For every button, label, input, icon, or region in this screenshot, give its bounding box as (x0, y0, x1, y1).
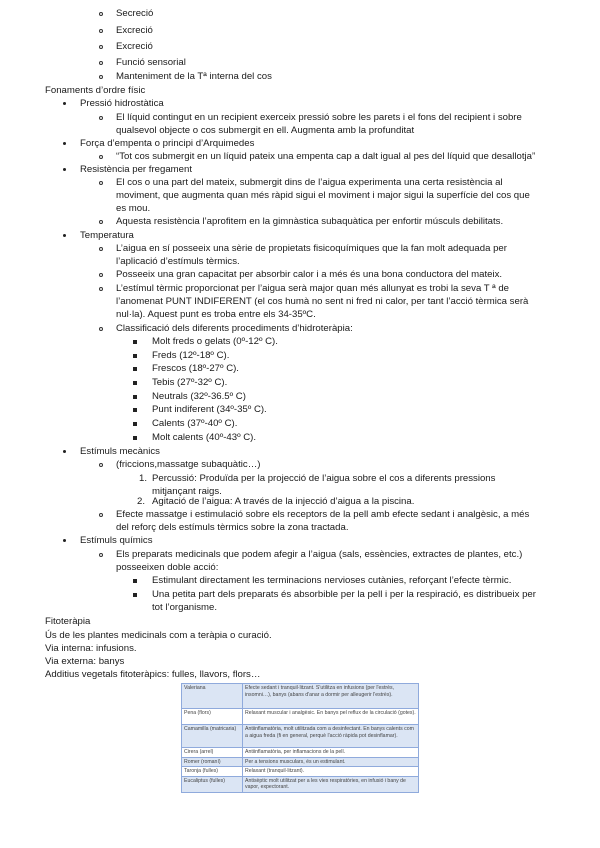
table-cell: Taronja (fulles) (182, 767, 243, 777)
bullet-icon (63, 539, 66, 542)
bullet-icon (63, 102, 66, 105)
hollow-bullet-icon (99, 247, 103, 251)
text-line: nul·la). Aquest punt es troba entre els 34-35ºC. (116, 309, 316, 320)
table-cell: Relaxant muscular i analgèsic. En banys pel reflux de la circulació (gotes). (243, 709, 419, 725)
text-line: Agitació de l’aigua: A través de la injecció d’aigua a la piscina. (152, 496, 415, 507)
text-line: Additius vegetals fitoteràpics: fulles, llavors, flors… (45, 669, 261, 680)
list-item: Molt calents (40º-43º C). (152, 432, 257, 443)
topic-title: Temperatura (80, 230, 134, 241)
text-line: posseeixen doble acció: (116, 562, 219, 573)
list-number: 1. (139, 473, 148, 484)
text-line: Classificació dels diferents procediments d’hidroteràpia: (116, 323, 353, 334)
text-line: mitjançant raigs. (152, 486, 222, 497)
bullet-icon (63, 450, 66, 453)
table-cell: Antiinflamatòria, per inflamacions de la pell. (243, 748, 419, 758)
square-bullet-icon (133, 579, 137, 583)
bullet-icon (63, 234, 66, 237)
list-item: Calents (37º-40º C). (152, 418, 238, 429)
text-line: L’aigua en sí posseeix una sèrie de propietats fisicoquímiques que la fan molt adequada per (116, 243, 507, 254)
text-line: Via interna: infusions. (45, 643, 137, 654)
hollow-bullet-icon (99, 116, 103, 120)
text-line: El cos o una part del mateix, submergit dins de l’aigua experimenta una certa resistència al (116, 177, 503, 188)
hollow-bullet-icon (99, 181, 103, 185)
list-item: Neutrals (32º-36.5º C) (152, 391, 246, 402)
list-item: Manteniment de la Tª interna del cos (116, 71, 272, 82)
hollow-bullet-icon (99, 29, 103, 33)
hollow-bullet-icon (99, 273, 103, 277)
hollow-bullet-icon (99, 287, 103, 291)
list-item: Excreció (116, 41, 153, 52)
text-line: (friccions,massatge subaquàtic…) (116, 459, 261, 470)
bullet-icon (63, 142, 66, 145)
text-line: del reforç dels estímuls tèrmics sobre la zona tractada. (116, 522, 349, 533)
table-cell: Valeriana (182, 684, 243, 709)
text-line: Via externa: banys (45, 656, 125, 667)
text-line: Estimulant directament les terminacions nervioses cutànies, reforçant l’efecte tèrmic. (152, 575, 512, 586)
table-cell: Antiinflamatòria, molt utilitzada com a desinfectant. En banys calents com a aigua freda (fi en general, perquè l'acció ràpida pot desinflamar). (243, 725, 419, 748)
hollow-bullet-icon (99, 12, 103, 16)
list-item: Funció sensorial (116, 57, 186, 68)
text-line: Posseeix una gran capacitat per absorbir calor i a més és una bona conductora del mateix. (116, 269, 503, 280)
topic-title: Estímuls químics (80, 535, 153, 546)
topic-title: Força d’empenta o principi d’Arquimedes (80, 138, 255, 149)
section-heading: Fitoteràpia (45, 616, 91, 627)
table-cell: Camamilla (matricaria) (182, 725, 243, 748)
square-bullet-icon (133, 408, 137, 412)
text-line: Efecte massatge i estimulació sobre els receptors de la pell amb efecte sedant i analgèsic, a més (116, 509, 530, 520)
table-row (182, 684, 419, 709)
topic-title: Resistència per fregament (80, 164, 192, 175)
square-bullet-icon (133, 381, 137, 385)
table-cell: Antisèptic molt utilitzat per a les vies respiratòries, en infusió i bany de vapor, expectorant. (243, 776, 419, 792)
hollow-bullet-icon (99, 155, 103, 159)
hollow-bullet-icon (99, 45, 103, 49)
square-bullet-icon (133, 367, 137, 371)
list-item: Tebis (27º-32º C). (152, 377, 228, 388)
table-row (182, 776, 419, 792)
text-line: Aquesta resistència l’aprofitem en la gimnàstica subaquàtica per enfortir músculs debilitats. (116, 216, 504, 227)
hollow-bullet-icon (99, 463, 103, 467)
text-line: Una petita part dels preparats és absorbible per la pell i per la respiració, es distribueix per (152, 589, 536, 600)
table-cell: Relaxant (tranquil·litzant). (243, 767, 419, 777)
table-cell: Pena (flors) (182, 709, 243, 725)
list-item: Molt freds o gelats (0º-12º C). (152, 336, 278, 347)
text-line: Ús de les plantes medicinals com a teràpia o curació. (45, 630, 272, 641)
square-bullet-icon (133, 340, 137, 344)
topic-title: Pressió hidrostàtica (80, 98, 164, 109)
hollow-bullet-icon (99, 513, 103, 517)
square-bullet-icon (133, 422, 137, 426)
hollow-bullet-icon (99, 327, 103, 331)
list-item: Excreció (116, 25, 153, 36)
list-item: Secreció (116, 8, 154, 19)
hollow-bullet-icon (99, 61, 103, 65)
hollow-bullet-icon (99, 220, 103, 224)
text-line: moviment, que augmenta quan més ràpid sigui el moviment i major sigui la superfície del cos que (116, 190, 530, 201)
text-line: Percussió: Produïda per la projecció de l’aigua sobre el cos a diferents pressions (152, 473, 496, 484)
text-line: tot l’organisme. (152, 602, 218, 613)
table-row (182, 725, 419, 748)
text-line: l’anomenat PUNT INDIFERENT (el cos humà no sent ni fred ni calor, per tant l’acció tèrmica serà (116, 296, 529, 307)
text-line: qualsevol objecte o cos submergit en ell. Augmenta amb la profunditat (116, 125, 415, 136)
text-line: es mou. (116, 203, 151, 214)
table-row (182, 748, 419, 758)
text-line: “Tot cos submergit en un líquid pateix una empenta cap a dalt igual al pes del líquid que desallotja” (116, 151, 536, 162)
list-item: Punt indiferent (34º-35º C). (152, 404, 267, 415)
section-heading: Fonaments d’ordre físic (45, 85, 146, 96)
table-row (182, 767, 419, 777)
text-line: L’estímul tèrmic proporcionat per l’aigua serà major quan més allunyat es trobi la seva T ª de (116, 283, 510, 294)
table-cell: Efecte sedant i tranquil·litzant. S'utilitza en infusions (per l'estrès, insomni…), banys (abans d'anar a dormir per alleugerir l'estrès). (243, 684, 419, 709)
text-line: l’aplicació d’estímuls tèrmics. (116, 256, 240, 267)
herbs-table (181, 683, 419, 793)
square-bullet-icon (133, 593, 137, 597)
table-cell: Cirera (arrel) (182, 748, 243, 758)
text-line: Els preparats medicinals que podem afegir a l’aigua (sals, essències, extractes de plantes, etc.) (116, 549, 523, 560)
hollow-bullet-icon (99, 75, 103, 79)
table-row (182, 757, 419, 767)
square-bullet-icon (133, 395, 137, 399)
square-bullet-icon (133, 354, 137, 358)
topic-title: Estímuls mecànics (80, 446, 160, 457)
table-row (182, 709, 419, 725)
table-cell: Per a tensions musculars, és un estimulant. (243, 757, 419, 767)
hollow-bullet-icon (99, 553, 103, 557)
list-item: Frescos (18º-27º C). (152, 363, 239, 374)
list-item: Freds (12º-18º C). (152, 350, 230, 361)
table-cell: Romer (romaní) (182, 757, 243, 767)
list-number: 2. (137, 496, 146, 507)
text-line: El líquid contingut en un recipient exerceix pressió sobre les parets i el fons del recipient i sobre (116, 112, 522, 123)
square-bullet-icon (133, 436, 137, 440)
bullet-icon (63, 168, 66, 171)
table-cell: Eucaliptus (fulles) (182, 776, 243, 792)
